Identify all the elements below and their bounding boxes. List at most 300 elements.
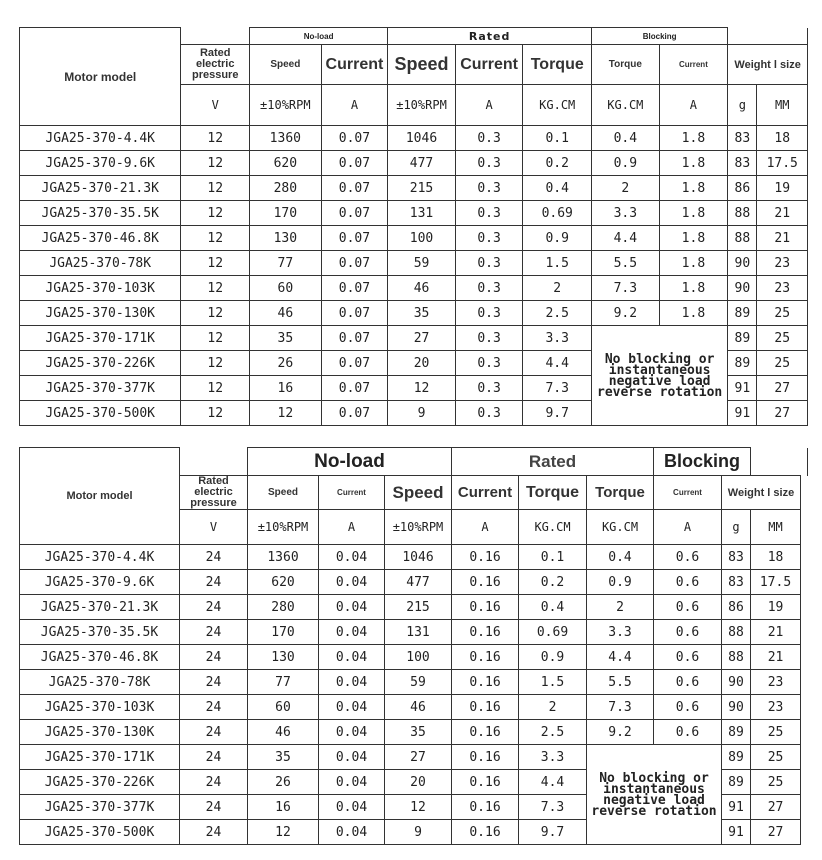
table-row: [20, 176, 808, 201]
cell-noload-current: 0.07: [321, 351, 388, 376]
cell-rated-speed: 59: [385, 670, 452, 695]
cell-rated-current: 0.3: [455, 176, 523, 201]
header-blocking-current: Current: [654, 476, 722, 510]
cell-rated-torque: 4.4: [519, 770, 587, 795]
cell-rated-speed: 35: [385, 720, 452, 745]
cell-model: JGA25-370-35.5K: [20, 201, 181, 226]
unit-size: MM: [751, 510, 801, 545]
no-blocking-note: No blocking or instantaneous negative load reverse rotation: [587, 745, 722, 845]
unit-noload-speed: ±10%RPM: [250, 85, 322, 126]
cell-weight: 91: [728, 376, 757, 401]
cell-voltage: 12: [181, 301, 250, 326]
cell-rated-speed: 100: [385, 645, 452, 670]
cell-model: JGA25-370-21.3K: [20, 595, 180, 620]
cell-blocking-current: 0.6: [654, 620, 722, 645]
header-noload-speed: Speed: [250, 45, 322, 85]
cell-rated-torque: 0.2: [523, 151, 592, 176]
header-rated-current: Current: [452, 476, 519, 510]
cell-voltage: 12: [181, 326, 250, 351]
header-weight-size: Weight l size: [722, 476, 801, 510]
cell-noload-speed: 620: [250, 151, 322, 176]
cell-noload-speed: 130: [248, 645, 319, 670]
cell-rated-torque: 0.4: [519, 595, 587, 620]
cell-blocking-torque: 2: [587, 595, 654, 620]
cell-model: JGA25-370-377K: [20, 376, 181, 401]
cell-noload-speed: 77: [250, 251, 322, 276]
unit-rated-speed: ±10%RPM: [385, 510, 452, 545]
cell-noload-speed: 46: [248, 720, 319, 745]
unit-blocking-torque: KG.CM: [592, 85, 660, 126]
cell-rated-torque: 0.9: [519, 645, 587, 670]
cell-model: JGA25-370-171K: [20, 326, 181, 351]
header-no-load: No-load: [250, 28, 388, 45]
header-rated-voltage: Rated electric pressure: [180, 476, 248, 510]
cell-blocking-current: 1.8: [659, 276, 728, 301]
cell-blocking-current: 1.8: [659, 301, 728, 326]
cell-weight: 89: [728, 301, 757, 326]
cell-blocking-current: 0.6: [654, 670, 722, 695]
table-row: [20, 201, 808, 226]
table-row: [20, 226, 808, 251]
cell-rated-torque: 0.69: [523, 201, 592, 226]
cell-size: 25: [757, 326, 808, 351]
cell-size: 21: [751, 645, 801, 670]
cell-rated-speed: 27: [385, 745, 452, 770]
cell-noload-current: 0.04: [319, 620, 385, 645]
header-rated: Rated: [452, 448, 654, 476]
cell-size: 25: [751, 745, 801, 770]
cell-rated-torque: 7.3: [519, 795, 587, 820]
cell-rated-current: 0.16: [452, 645, 519, 670]
cell-blocking-current: 1.8: [659, 201, 728, 226]
cell-rated-speed: 477: [385, 570, 452, 595]
cell-rated-torque: 0.2: [519, 570, 587, 595]
cell-voltage: 24: [180, 570, 248, 595]
cell-noload-speed: 12: [248, 820, 319, 845]
motor-spec-table-24v: [19, 447, 808, 845]
cell-noload-current: 0.04: [319, 570, 385, 595]
cell-size: 27: [757, 401, 808, 426]
cell-weight: 83: [728, 151, 757, 176]
cell-rated-torque: 0.69: [519, 620, 587, 645]
header-noload-current: Current: [321, 45, 388, 85]
cell-weight: 89: [728, 351, 757, 376]
cell-weight: 86: [722, 595, 751, 620]
cell-noload-speed: 12: [250, 401, 322, 426]
cell-noload-speed: 60: [248, 695, 319, 720]
cell-weight: 88: [722, 620, 751, 645]
cell-rated-torque: 9.7: [519, 820, 587, 845]
cell-weight: 90: [722, 670, 751, 695]
cell-rated-current: 0.16: [452, 695, 519, 720]
header-rated-torque: Torque: [523, 45, 592, 85]
cell-model: JGA25-370-226K: [20, 770, 180, 795]
cell-size: 27: [751, 820, 801, 845]
cell-weight: 83: [728, 126, 757, 151]
cell-noload-speed: 170: [248, 620, 319, 645]
cell-noload-current: 0.04: [319, 820, 385, 845]
header-rated: Rated: [388, 28, 592, 45]
cell-model: JGA25-370-4.4K: [20, 545, 180, 570]
header-motor-model: Motor model: [20, 448, 180, 545]
cell-noload-current: 0.07: [321, 276, 388, 301]
cell-size: 27: [757, 376, 808, 401]
header-motor-model: Motor model: [20, 28, 181, 126]
cell-voltage: 24: [180, 595, 248, 620]
table-row: [20, 326, 808, 351]
cell-blocking-current: 0.6: [654, 570, 722, 595]
cell-model: JGA25-370-226K: [20, 351, 181, 376]
cell-voltage: 24: [180, 720, 248, 745]
cell-voltage: 12: [181, 276, 250, 301]
cell-blocking-current: 1.8: [659, 151, 728, 176]
cell-weight: 91: [728, 401, 757, 426]
unit-voltage: V: [181, 85, 250, 126]
unit-rated-current: A: [452, 510, 519, 545]
cell-model: JGA25-370-103K: [20, 695, 180, 720]
cell-voltage: 12: [181, 351, 250, 376]
cell-model: JGA25-370-4.4K: [20, 126, 181, 151]
cell-weight: 91: [722, 820, 751, 845]
header-rated-speed: Speed: [388, 45, 456, 85]
cell-voltage: 12: [181, 201, 250, 226]
cell-rated-speed: 1046: [388, 126, 456, 151]
cell-model: JGA25-370-171K: [20, 745, 180, 770]
cell-noload-speed: 170: [250, 201, 322, 226]
cell-size: 19: [757, 176, 808, 201]
cell-voltage: 12: [181, 401, 250, 426]
cell-rated-speed: 12: [385, 795, 452, 820]
cell-model: JGA25-370-21.3K: [20, 176, 181, 201]
cell-rated-torque: 2.5: [523, 301, 592, 326]
cell-size: 18: [751, 545, 801, 570]
cell-noload-speed: 280: [248, 595, 319, 620]
cell-noload-speed: 16: [250, 376, 322, 401]
cell-blocking-torque: 7.3: [592, 276, 660, 301]
cell-blocking-current: 0.6: [654, 720, 722, 745]
header-rated-speed: Speed: [385, 476, 452, 510]
cell-rated-current: 0.3: [455, 351, 523, 376]
cell-rated-torque: 0.9: [523, 226, 592, 251]
table-row: [20, 645, 808, 670]
cell-model: JGA25-370-46.8K: [20, 645, 180, 670]
cell-voltage: 24: [180, 670, 248, 695]
cell-model: JGA25-370-35.5K: [20, 620, 180, 645]
cell-blocking-current: 1.8: [659, 176, 728, 201]
cell-rated-current: 0.3: [455, 251, 523, 276]
cell-blocking-current: 0.6: [654, 695, 722, 720]
cell-rated-speed: 20: [388, 351, 456, 376]
cell-size: 19: [751, 595, 801, 620]
unit-weight: g: [722, 510, 751, 545]
table-row: [20, 695, 808, 720]
unit-rated-current: A: [455, 85, 523, 126]
table-row: [20, 620, 808, 645]
cell-rated-current: 0.16: [452, 670, 519, 695]
header-blocking-torque: Torque: [592, 45, 660, 85]
cell-rated-current: 0.16: [452, 770, 519, 795]
cell-rated-current: 0.16: [452, 570, 519, 595]
cell-blocking-torque: 3.3: [592, 201, 660, 226]
table-row: [20, 301, 808, 326]
cell-rated-speed: 46: [385, 695, 452, 720]
unit-blocking-torque: KG.CM: [587, 510, 654, 545]
unit-noload-current: A: [319, 510, 385, 545]
cell-model: JGA25-370-500K: [20, 401, 181, 426]
cell-rated-current: 0.3: [455, 276, 523, 301]
cell-blocking-torque: 0.4: [592, 126, 660, 151]
cell-size: 27: [751, 795, 801, 820]
cell-size: 23: [751, 695, 801, 720]
cell-model: JGA25-370-377K: [20, 795, 180, 820]
cell-noload-current: 0.04: [319, 695, 385, 720]
cell-rated-current: 0.3: [455, 326, 523, 351]
motor-spec-table-12v: [19, 27, 808, 426]
table-row: [20, 720, 808, 745]
header-blocking: Blocking: [654, 448, 751, 476]
cell-voltage: 24: [180, 820, 248, 845]
cell-blocking-torque: 0.9: [592, 151, 660, 176]
cell-blocking-current: 1.8: [659, 226, 728, 251]
cell-weight: 91: [722, 795, 751, 820]
cell-noload-current: 0.07: [321, 126, 388, 151]
cell-rated-current: 0.3: [455, 226, 523, 251]
cell-rated-torque: 9.7: [523, 401, 592, 426]
cell-weight: 89: [728, 326, 757, 351]
cell-noload-current: 0.07: [321, 301, 388, 326]
cell-blocking-torque: 7.3: [587, 695, 654, 720]
cell-noload-current: 0.07: [321, 176, 388, 201]
cell-blocking-torque: 5.5: [592, 251, 660, 276]
cell-size: 25: [751, 770, 801, 795]
cell-rated-speed: 9: [388, 401, 456, 426]
cell-noload-current: 0.04: [319, 645, 385, 670]
cell-blocking-current: 0.6: [654, 545, 722, 570]
cell-blocking-torque: 5.5: [587, 670, 654, 695]
cell-model: JGA25-370-103K: [20, 276, 181, 301]
cell-noload-speed: 60: [250, 276, 322, 301]
cell-voltage: 24: [180, 620, 248, 645]
cell-voltage: 24: [180, 545, 248, 570]
cell-blocking-torque: 0.9: [587, 570, 654, 595]
header-blocking: Blocking: [592, 28, 728, 45]
cell-voltage: 24: [180, 645, 248, 670]
cell-model: JGA25-370-130K: [20, 720, 180, 745]
cell-rated-torque: 2.5: [519, 720, 587, 745]
cell-noload-speed: 16: [248, 795, 319, 820]
cell-voltage: 12: [181, 126, 250, 151]
cell-blocking-torque: 3.3: [587, 620, 654, 645]
header-noload-current: Current: [319, 476, 385, 510]
cell-rated-torque: 1.5: [523, 251, 592, 276]
cell-rated-torque: 0.1: [519, 545, 587, 570]
cell-rated-speed: 12: [388, 376, 456, 401]
cell-noload-speed: 46: [250, 301, 322, 326]
cell-noload-speed: 1360: [248, 545, 319, 570]
cell-rated-speed: 477: [388, 151, 456, 176]
cell-rated-current: 0.16: [452, 595, 519, 620]
cell-noload-current: 0.07: [321, 151, 388, 176]
cell-rated-torque: 0.1: [523, 126, 592, 151]
unit-blocking-current: A: [654, 510, 722, 545]
cell-voltage: 24: [180, 795, 248, 820]
cell-blocking-current: 0.6: [654, 595, 722, 620]
cell-noload-speed: 77: [248, 670, 319, 695]
cell-weight: 88: [728, 201, 757, 226]
cell-model: JGA25-370-9.6K: [20, 151, 181, 176]
cell-noload-current: 0.04: [319, 720, 385, 745]
cell-noload-current: 0.04: [319, 795, 385, 820]
header-blocking-current: Current: [659, 45, 728, 85]
cell-noload-current: 0.07: [321, 326, 388, 351]
cell-blocking-torque: 9.2: [592, 301, 660, 326]
header-blocking-torque: Torque: [587, 476, 654, 510]
cell-rated-speed: 35: [388, 301, 456, 326]
unit-weight: g: [728, 85, 757, 126]
cell-weight: 83: [722, 570, 751, 595]
table-row: [20, 126, 808, 151]
cell-noload-speed: 26: [250, 351, 322, 376]
cell-voltage: 12: [181, 226, 250, 251]
cell-rated-current: 0.3: [455, 401, 523, 426]
table-row: [20, 745, 808, 770]
cell-rated-speed: 46: [388, 276, 456, 301]
header-rated-current: Current: [455, 45, 523, 85]
table-row: [20, 545, 808, 570]
cell-noload-current: 0.04: [319, 595, 385, 620]
table-row: [20, 670, 808, 695]
cell-size: 25: [757, 301, 808, 326]
cell-blocking-torque: 0.4: [587, 545, 654, 570]
cell-rated-torque: 4.4: [523, 351, 592, 376]
cell-noload-current: 0.04: [319, 770, 385, 795]
header-no-load: No-load: [248, 448, 452, 476]
cell-blocking-torque: 4.4: [587, 645, 654, 670]
cell-size: 23: [757, 251, 808, 276]
cell-noload-speed: 280: [250, 176, 322, 201]
cell-blocking-torque: 2: [592, 176, 660, 201]
header-rated-voltage: Rated electric pressure: [181, 45, 250, 85]
cell-rated-speed: 59: [388, 251, 456, 276]
cell-rated-torque: 3.3: [523, 326, 592, 351]
table-row: [20, 151, 808, 176]
cell-size: 23: [757, 276, 808, 301]
cell-size: 17.5: [751, 570, 801, 595]
cell-rated-speed: 100: [388, 226, 456, 251]
cell-rated-current: 0.16: [452, 795, 519, 820]
table-row: [20, 251, 808, 276]
cell-noload-current: 0.04: [319, 545, 385, 570]
cell-weight: 88: [728, 226, 757, 251]
cell-noload-current: 0.07: [321, 376, 388, 401]
cell-voltage: 24: [180, 770, 248, 795]
cell-noload-speed: 26: [248, 770, 319, 795]
cell-rated-speed: 27: [388, 326, 456, 351]
cell-noload-current: 0.07: [321, 401, 388, 426]
unit-rated-speed: ±10%RPM: [388, 85, 456, 126]
cell-rated-torque: 3.3: [519, 745, 587, 770]
cell-noload-current: 0.07: [321, 226, 388, 251]
cell-size: 21: [757, 201, 808, 226]
cell-rated-torque: 2: [523, 276, 592, 301]
cell-rated-current: 0.16: [452, 745, 519, 770]
cell-model: JGA25-370-46.8K: [20, 226, 181, 251]
cell-blocking-torque: 9.2: [587, 720, 654, 745]
cell-voltage: 12: [181, 251, 250, 276]
cell-voltage: 24: [180, 695, 248, 720]
cell-model: JGA25-370-500K: [20, 820, 180, 845]
cell-size: 18: [757, 126, 808, 151]
cell-weight: 86: [728, 176, 757, 201]
cell-model: JGA25-370-9.6K: [20, 570, 180, 595]
header-weight-size: Weight l size: [728, 45, 808, 85]
cell-weight: 88: [722, 645, 751, 670]
cell-noload-speed: 130: [250, 226, 322, 251]
cell-blocking-current: 1.8: [659, 126, 728, 151]
cell-rated-torque: 1.5: [519, 670, 587, 695]
cell-size: 21: [751, 620, 801, 645]
cell-rated-speed: 9: [385, 820, 452, 845]
cell-rated-current: 0.16: [452, 620, 519, 645]
cell-blocking-current: 1.8: [659, 251, 728, 276]
cell-rated-torque: 0.4: [523, 176, 592, 201]
cell-size: 25: [751, 720, 801, 745]
cell-weight: 90: [722, 695, 751, 720]
cell-model: JGA25-370-78K: [20, 251, 181, 276]
cell-rated-current: 0.16: [452, 720, 519, 745]
cell-rated-current: 0.3: [455, 151, 523, 176]
cell-noload-speed: 35: [248, 745, 319, 770]
cell-noload-speed: 35: [250, 326, 322, 351]
cell-voltage: 12: [181, 151, 250, 176]
cell-rated-current: 0.3: [455, 126, 523, 151]
cell-rated-current: 0.3: [455, 376, 523, 401]
cell-rated-speed: 215: [388, 176, 456, 201]
cell-voltage: 12: [181, 176, 250, 201]
cell-weight: 90: [728, 251, 757, 276]
table-row: [20, 276, 808, 301]
cell-weight: 89: [722, 720, 751, 745]
cell-size: 17.5: [757, 151, 808, 176]
header-rated-torque: Torque: [519, 476, 587, 510]
unit-rated-torque: KG.CM: [519, 510, 587, 545]
cell-rated-speed: 215: [385, 595, 452, 620]
cell-weight: 90: [728, 276, 757, 301]
cell-size: 25: [757, 351, 808, 376]
cell-noload-current: 0.04: [319, 670, 385, 695]
unit-blocking-current: A: [659, 85, 728, 126]
cell-model: JGA25-370-78K: [20, 670, 180, 695]
unit-rated-torque: KG.CM: [523, 85, 592, 126]
cell-rated-current: 0.16: [452, 545, 519, 570]
cell-size: 23: [751, 670, 801, 695]
cell-blocking-current: 0.6: [654, 645, 722, 670]
cell-size: 21: [757, 226, 808, 251]
no-blocking-note: No blocking or instantaneous negative load reverse rotation: [592, 326, 728, 426]
cell-noload-speed: 620: [248, 570, 319, 595]
cell-weight: 89: [722, 770, 751, 795]
cell-voltage: 12: [181, 376, 250, 401]
cell-rated-current: 0.16: [452, 820, 519, 845]
table-row: [20, 570, 808, 595]
cell-model: JGA25-370-130K: [20, 301, 181, 326]
cell-rated-speed: 131: [385, 620, 452, 645]
cell-rated-speed: 20: [385, 770, 452, 795]
cell-rated-torque: 2: [519, 695, 587, 720]
cell-rated-current: 0.3: [455, 201, 523, 226]
header-noload-speed: Speed: [248, 476, 319, 510]
table-row: [20, 595, 808, 620]
